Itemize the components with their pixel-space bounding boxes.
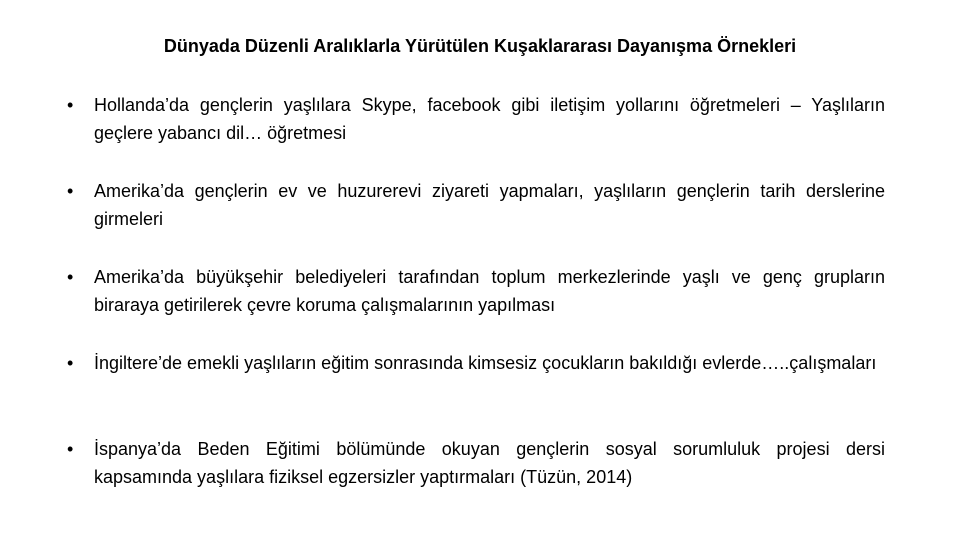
bullet-text: Hollanda’da gençlerin yaşlılara Skype, facebook gibi iletişim yollarını öğretmeleri – Yaşlıların geçlere yabancı dil… öğretmesi [94,95,885,143]
bullet-item [67,263,885,349]
bullet-item [67,435,885,521]
bullet-text: Amerika’da büyükşehir belediyeleri tarafından toplum merkezlerinde yaşlı ve genç grupların biraraya getirilerek çevre koruma çalışmalarının yapılması [94,267,885,315]
slide-title: Dünyada Düzenli Aralıklarla Yürütülen Kuşaklararası Dayanışma Örnekleri [163,36,797,56]
bullet-icon: • [67,181,74,201]
bullet-item [67,349,885,435]
bullet-item [67,177,885,263]
bullet-item [67,91,885,177]
bullet-icon: • [67,353,74,373]
bullet-icon: • [67,95,74,115]
bullet-icon: • [67,439,74,459]
bullet-text: Amerika’da gençlerin ev ve huzurerevi ziyareti yapmaları, yaşlıların gençlerin tarih derslerine girmeleri [94,181,885,229]
bullet-text: İspanya’da Beden Eğitimi bölümünde okuyan gençlerin sosyal sorumluluk projesi dersi kapsamında yaşlılara fiziksel egzersizler yaptırmaları (Tüzün, 2014) [94,439,885,487]
bullet-icon: • [67,267,74,287]
bullet-list [67,91,885,521]
bullet-text: İngiltere’de emekli yaşlıların eğitim sonrasında kimsesiz çocukların bakıldığı evlerde…..çalışmaları [94,353,877,373]
